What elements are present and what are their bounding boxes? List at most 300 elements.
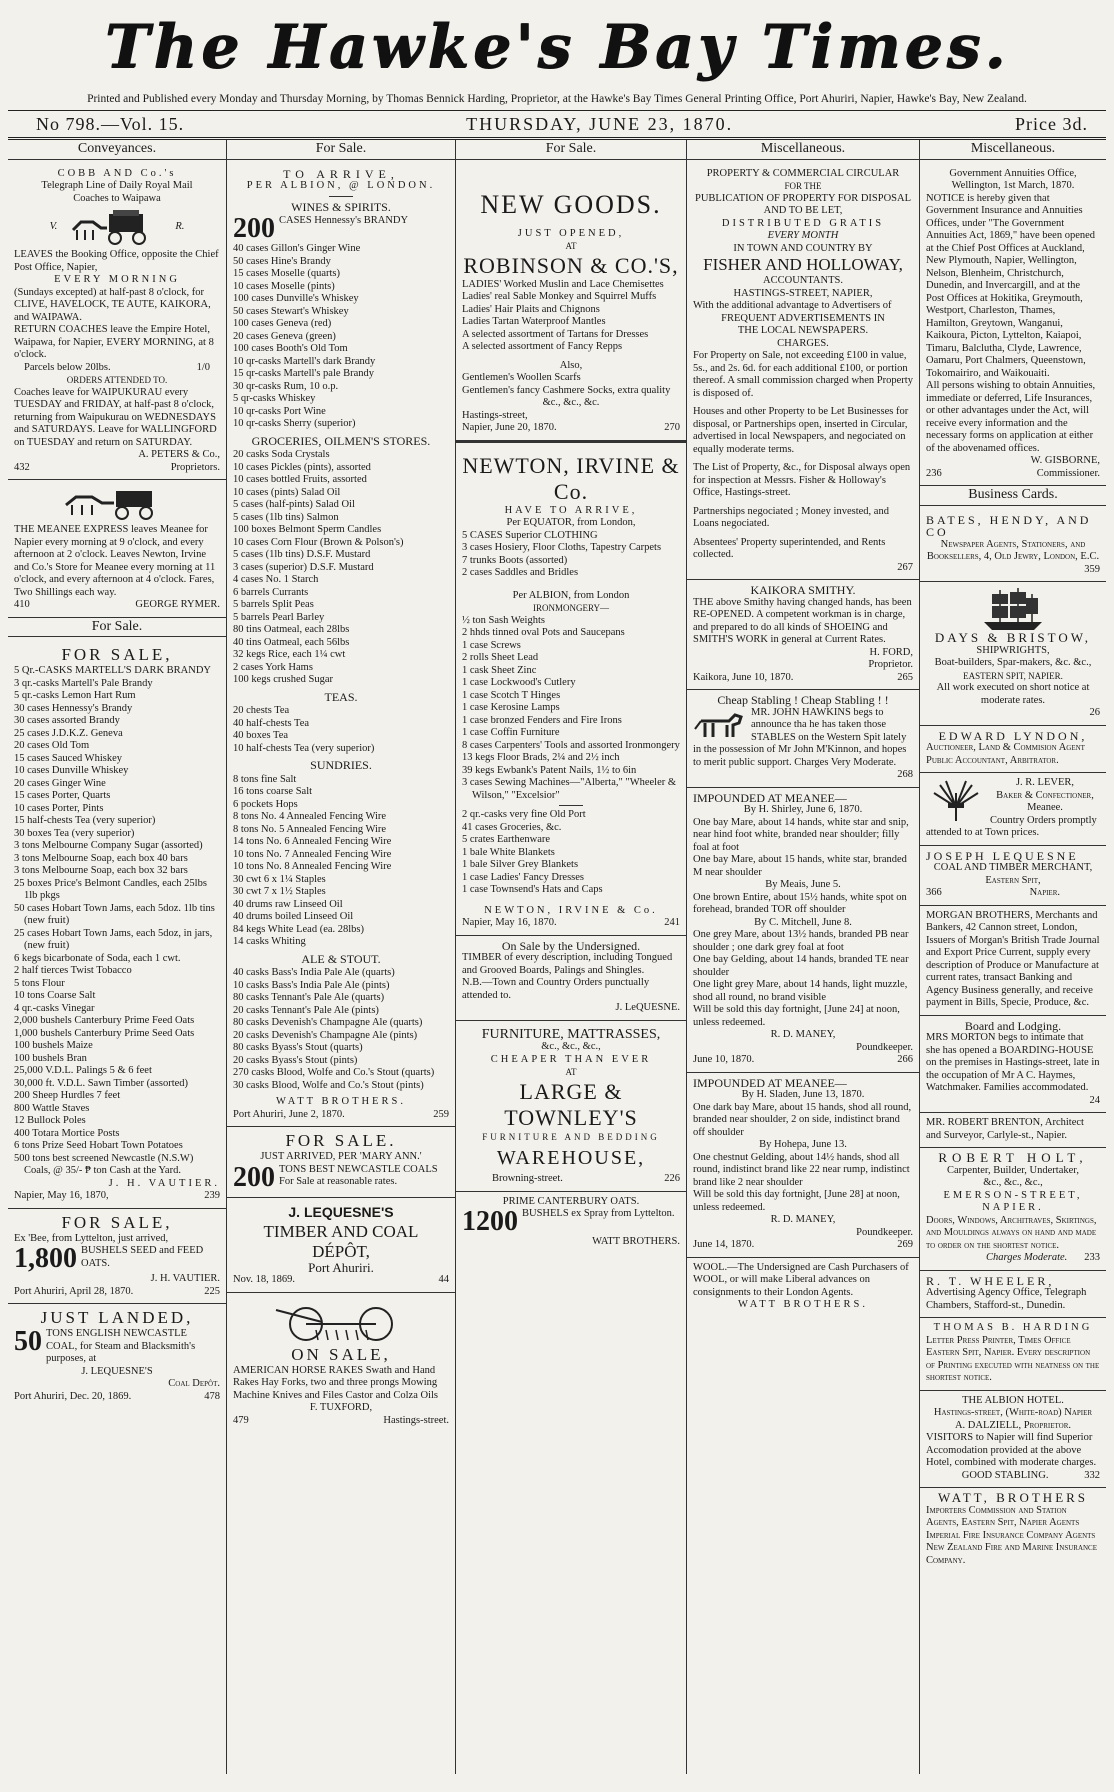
ad-text: Will be sold this day fortnight, [June 24] at noon, unless redeemed. xyxy=(693,1004,900,1028)
column-conveyances xyxy=(8,140,227,1774)
list-item: 100 cases Geneva (red) xyxy=(233,318,332,329)
list-item: ½ ton Sash Weights xyxy=(462,614,545,626)
ad-lequesne-depot xyxy=(227,1198,455,1293)
card-text: Napier. xyxy=(1029,887,1060,898)
ad-footer xyxy=(14,1391,220,1404)
list-item: 10 tons No. 8 Annealed Fencing Wire xyxy=(233,861,392,872)
ad-subtitle: HAVE TO ARRIVE, xyxy=(504,504,638,516)
ad-number: 241 xyxy=(664,917,680,928)
list-item: 1,000 bushels Canterbury Prime Seed Oats xyxy=(14,1027,195,1039)
list-item: 10 half-chests Tea (very superior) xyxy=(233,742,375,754)
card-text: Letter Press Printer, Times Office Eastern Spit, Napier. Every description of Printing executed with neatness on the shortest notice. xyxy=(926,1334,1100,1383)
ad-text: BUSHELS ex Spray from Lyttelton. xyxy=(522,1208,675,1219)
ad-place: June 14, 1870. xyxy=(693,1239,755,1250)
ad-signature: H. FORD, xyxy=(869,646,913,658)
column-miscellaneous-2 xyxy=(920,140,1106,1774)
list-item: 25 boxes Price's Belmont Candles, each 25lbs 1lb pkgs xyxy=(14,877,207,901)
list-item: 1 case Coffin Furniture xyxy=(462,727,560,738)
list-item: 20 casks Byass's Stout (pints) xyxy=(233,1054,358,1066)
column-heading: Miscellaneous. xyxy=(687,140,919,160)
card-text: GOOD STABLING. xyxy=(961,1469,1049,1481)
ad-footer xyxy=(926,1252,1100,1265)
list-item: 15 cases Sauced Whiskey xyxy=(14,752,122,764)
card-text: Auctioneer, Land & Commision Agent Public Accountant, Arbitrator. xyxy=(926,742,1085,766)
ad-footer xyxy=(233,1415,449,1428)
card-text: Eastern Spit, xyxy=(985,874,1041,886)
list-item: 10 qr-casks Port Wine xyxy=(233,405,326,417)
card-bates-hendy xyxy=(920,510,1106,583)
ad-text: 1/0 xyxy=(196,361,210,373)
ad-title: DISTRIBUTED GRATIS xyxy=(721,217,885,229)
subsection-heading: GROCERIES, OILMEN'S STORES. xyxy=(251,433,431,448)
list-item: 84 kegs White Lead (ea. 28lbs) xyxy=(233,923,365,935)
ad-number: 26 xyxy=(1089,707,1100,718)
columns xyxy=(8,140,1106,1774)
ad-title: ON SALE, xyxy=(291,1344,391,1364)
section-heading: For Sale. xyxy=(8,618,226,638)
ad-title: PRIME CANTERBURY OATS. xyxy=(502,1195,640,1207)
coach-illustration xyxy=(14,208,220,246)
ad-lead-row xyxy=(462,1208,680,1236)
ad-seed-oats xyxy=(8,1209,226,1305)
dateline xyxy=(8,111,1106,140)
list-item: 5 cases (1lb tins) D.S.F. Mustard xyxy=(233,549,371,560)
ad-footer xyxy=(462,917,680,930)
list-item: 3 qr.-casks Martell's Pale Brandy xyxy=(14,677,153,689)
card-title: R. T. WHEELER, xyxy=(926,1273,1055,1288)
list-item: Ladies' real Sable Monkey and Squirrel Muffs xyxy=(462,291,657,302)
card-title: THE ALBION HOTEL. xyxy=(962,1394,1064,1406)
list-item: A selected assortment of Fancy Repps xyxy=(462,341,623,352)
ad-signature: Hastings-street. xyxy=(383,1414,449,1426)
card-text: EASTERN SPIT, NAPIER. xyxy=(963,670,1063,681)
ad-signature: Proprietors. xyxy=(170,461,220,473)
masthead xyxy=(8,6,1106,92)
list-item: Ladies Tartan Waterproof Mantles xyxy=(462,316,606,327)
list-item: 30,000 ft. V.D.L. Sawn Timber (assorted) xyxy=(14,1077,189,1089)
ad-text: EVERY MORNING xyxy=(54,274,180,285)
card-text: &c., &c., &c., xyxy=(983,1177,1043,1188)
card-title: WATT, BROTHERS xyxy=(937,1490,1089,1505)
divider xyxy=(329,196,353,197)
card-text: MORGAN BROTHERS, Merchants and Bankers, 42 Cannon street, London, Issuers of Morgan's British Trade Journal and Export Price Current, supply every description of Produce or Manufacture at current rates, transact Banking and Agency Business generally, and receive payment in Bills, Specie, Produce, &c. xyxy=(926,909,1100,1008)
ad-text: Partnerships negociated ; Money invested, and Loans negociated. xyxy=(693,505,889,529)
list-item: 10 cases Pickles (pints), assorted xyxy=(233,461,371,473)
ad-number: 266 xyxy=(897,1054,913,1065)
ad-signature: W. GISBORNE, xyxy=(1030,455,1100,466)
stagecoach-icon xyxy=(71,208,161,246)
ad-title: JUST LANDED, xyxy=(40,1308,194,1327)
card-text: EMERSON-STREET, NAPIER. xyxy=(943,1189,1083,1213)
card-text: MR. ROBERT BRENTON, Architect and Surveyor, Carlyle-st., Napier. xyxy=(926,1117,1084,1141)
ad-title: FURNITURE, MATTRASSES, xyxy=(481,1026,661,1042)
ad-subtitle: Per ALBION, from London xyxy=(512,589,630,601)
column-for-sale-2 xyxy=(227,140,456,1774)
ad-text: One bay Mare, about 15 hands, white star, branded M near shoulder xyxy=(693,854,907,878)
ad-title: LARGE & TOWNLEY'S xyxy=(504,1078,638,1130)
ad-number: 479 xyxy=(233,1414,249,1426)
ad-place: June 10, 1870. xyxy=(693,1054,755,1065)
ad-text: By Hohepa, June 13. xyxy=(759,1139,847,1150)
list-item: 500 tons best screened Newcastle (N.S.W) Coals, @ 35/- ₱ ton Cash at the Yard. xyxy=(14,1152,194,1176)
ad-text: THE above Smithy having changed hands, has been RE-OPENED. A competent workman is in charge, and prepared to do all kinds of SHOEING and SMITH'S WORK in general at Current Rates. xyxy=(693,596,912,645)
ad-signature: Poundkeeper. xyxy=(856,1226,913,1238)
list-item: 6 pockets Hops xyxy=(233,798,298,810)
ad-signature: WATT BROTHERS. xyxy=(592,1236,680,1247)
card-robert-brenton xyxy=(920,1113,1106,1148)
list-item: 14 tons No. 6 Annealed Fencing Wire xyxy=(233,836,392,847)
list-item: 25,000 V.D.L. Palings 5 & 6 feet xyxy=(14,1065,152,1076)
list-item: 100 cases Booth's Old Tom xyxy=(233,343,348,354)
list-item: 6 kegs bicarbonate of Soda, each 1 cwt. xyxy=(14,952,181,964)
coach-letter: R. xyxy=(175,220,185,232)
ad-horse-rakes xyxy=(227,1293,455,1433)
list-item: 100 boxes Belmont Sperm Candles xyxy=(233,524,382,535)
list-item: 30 qr-casks Rum, 10 o.p. xyxy=(233,380,339,392)
list-item: 100 bushels Bran xyxy=(14,1052,87,1064)
card-title: JOSEPH LEQUESNE xyxy=(926,848,1079,863)
ad-signature: Poundkeeper. xyxy=(856,1041,913,1053)
list-item: 30 cases Hennessy's Brandy xyxy=(14,702,133,714)
column-for-sale-3 xyxy=(456,140,687,1774)
ad-signature: F. TUXFORD, xyxy=(309,1402,373,1413)
ad-big-number: 50 xyxy=(14,1328,42,1357)
list-item: 10 tons No. 7 Annealed Fencing Wire xyxy=(233,848,392,860)
list-item: 50 cases Hobart Town Jams, each 5doz. 1lb tins (new fruit) xyxy=(14,902,215,926)
ad-signature: WATT BROTHERS. xyxy=(276,1096,406,1107)
item-list xyxy=(14,678,220,1178)
ad-text: With the additional advantage to Advertisers of xyxy=(693,300,892,311)
ad-text: Government Annuities Office, Wellington, 1st March, 1870. xyxy=(949,167,1077,191)
list-item: 10 cases Porter, Pints xyxy=(14,802,104,814)
list-item: 40 boxes Tea xyxy=(233,730,289,741)
card-title: EDWARD LYNDON, xyxy=(938,728,1088,743)
ad-text: Will be sold this day fortnight, [June 28] at noon, unless redeemed. xyxy=(693,1189,900,1213)
ad-signature: A. PETERS & Co., xyxy=(138,449,220,460)
ad-number: 259 xyxy=(433,1108,449,1120)
ad-canterbury-oats xyxy=(456,1192,686,1254)
issue-date: THURSDAY, JUNE 23, 1870. xyxy=(466,113,734,134)
ad-title: KAIKORA SMITHY. xyxy=(750,583,856,597)
ad-text: AT xyxy=(565,1067,577,1077)
list-item: 2 rolls Sheet Lead xyxy=(462,652,539,663)
item-list xyxy=(233,705,449,755)
card-board-lodging xyxy=(920,1016,1106,1114)
ad-text: N.B.—Town and Country Orders punctually attended to. xyxy=(462,977,650,1001)
ad-title: FOR SALE. xyxy=(285,1131,397,1150)
ad-title: FOR SALE, xyxy=(61,645,173,664)
card-text: Advertising Agency Office, Telegraph Chambers, Stafford-st., Dunedin. xyxy=(926,1287,1087,1311)
item-list xyxy=(462,542,680,580)
ad-title: PUBLICATION OF PROPERTY FOR DISPOSAL AND TO BE LET, xyxy=(694,192,912,216)
ad-subtitle: Per EQUATOR, from London, xyxy=(506,517,636,528)
ad-number: 233 xyxy=(1084,1252,1100,1263)
list-item: 50 cases Hine's Brandy xyxy=(233,255,331,267)
ad-big-number: 200 xyxy=(233,215,275,243)
column-heading: Conveyances. xyxy=(8,140,226,160)
list-item: 5 cases (half-pints) Salad Oil xyxy=(233,499,355,510)
list-item: 20 casks Soda Crystals xyxy=(233,449,330,460)
ad-number: 478 xyxy=(204,1390,220,1402)
ad-robinson-new-goods xyxy=(456,164,686,441)
list-item: LADIES' Worked Muslin and Lace Chemisettes xyxy=(462,278,664,290)
list-item: 80 casks Devenish's Champagne Ale (quarts) xyxy=(233,1017,423,1028)
card-jr-lever xyxy=(920,773,1106,846)
list-item: 4 cases No. 1 Starch xyxy=(233,574,319,585)
ad-text: MR. JOHN HAWKINS begs to announce tha he has taken those STABLES on the Western Spit lately in the possession of Mr John M'Kinnon, and hopes to merit public support. Charges Very Moderate. xyxy=(693,706,907,768)
horse-icon xyxy=(693,707,747,741)
card-text: Boat-builders, Spar-makers, &c. &c., xyxy=(934,657,1092,668)
card-text: All work executed on short notice at moderate rates. xyxy=(936,682,1090,706)
ad-text: WOOL.—The Undersigned are Cash Purchasers of WOOL, or will make Liberal advances on consignments to their London Agents. xyxy=(693,1261,909,1298)
item-list xyxy=(462,279,680,354)
ad-title: FOR SALE, xyxy=(61,1212,173,1232)
card-text: COAL AND TIMBER MERCHANT, xyxy=(933,862,1093,873)
list-item: 1 case Lockwood's Cutlery xyxy=(462,677,576,688)
list-item: 40 drums boiled Linseed Oil xyxy=(233,911,354,922)
ad-place: Port Ahuriri, June 2, 1870. xyxy=(233,1108,345,1120)
list-item: 7 trunks Boots (assorted) xyxy=(462,554,568,566)
card-title: J. R. LEVER, xyxy=(1015,777,1075,788)
ad-title: WAREHOUSE, xyxy=(496,1147,646,1169)
ad-number: 44 xyxy=(438,1274,449,1285)
ad-lead: CASES Hennessy's BRANDY xyxy=(279,215,409,226)
list-item: 100 bushels Maize xyxy=(14,1040,93,1051)
list-item: 30 cwt 7 x 1½ Staples xyxy=(233,886,326,897)
item-list xyxy=(233,243,449,431)
ad-text: (Sundays excepted) at half-past 8 o'clock, for CLIVE, HAVELOCK, TE AUTE, KAIKORA, and WAIPAWA. xyxy=(14,286,211,323)
list-item: 25 cases Hobart Town Jams, each 5doz, in jars, (new fruit) xyxy=(14,927,213,951)
ad-footer xyxy=(233,1274,449,1287)
card-watt-brothers xyxy=(920,1488,1106,1572)
ad-subtitle: HASTINGS-STREET, NAPIER, xyxy=(733,287,873,299)
list-item: 15 cases Moselle (quarts) xyxy=(233,268,341,279)
ad-cobb-and-co xyxy=(8,164,226,481)
divider xyxy=(559,805,583,806)
ad-number: 24 xyxy=(1089,1094,1100,1106)
ad-big-number: 1,800 xyxy=(14,1245,77,1273)
list-item: 3 tons Melbourne Soap, each box 40 bars xyxy=(14,852,188,864)
card-thomas-harding xyxy=(920,1318,1106,1391)
card-robert-holt xyxy=(920,1148,1106,1271)
list-item: 10 cases bottled Fruits, assorted xyxy=(233,474,367,485)
ad-signature: J. LeQUESNE. xyxy=(615,1002,680,1013)
list-item: 3 tons Melbourne Company Sugar (assorted) xyxy=(14,840,203,851)
ad-signature: Proprietor. xyxy=(868,659,913,670)
list-item: 1 case Scotch T Hinges xyxy=(462,689,561,701)
list-item: 20 cases Geneva (green) xyxy=(233,330,336,342)
ad-text: EVERY MONTH xyxy=(767,230,839,241)
list-item: 80 tins Oatmeal, each 28lbs xyxy=(233,624,350,635)
list-item: 1 case bronzed Fenders and Fire Irons xyxy=(462,714,622,726)
item-list xyxy=(233,774,449,949)
ad-signature: Commissioner. xyxy=(1036,467,1100,479)
ad-title: ROBINSON & CO.'S, xyxy=(463,252,679,278)
subsection-heading: IRONMONGERY— xyxy=(532,603,609,613)
card-text: Country Orders promptly attended to at Town prices. xyxy=(926,814,1097,838)
list-item: 13 kegs Floor Brads, 2¼ and 2½ inch xyxy=(462,752,620,763)
list-item: 15 half-chests Tea (very superior) xyxy=(14,815,156,826)
list-item: 8 tons fine Salt xyxy=(233,773,297,785)
ad-large-townley xyxy=(456,1021,686,1192)
list-item: 2 half tierces Twist Tobacco xyxy=(14,965,132,976)
ad-footer xyxy=(233,1109,449,1122)
ad-text: TONS BEST NEWCASTLE COALS For Sale at reasonable rates. xyxy=(279,1163,438,1187)
list-item: 270 casks Blood, Wolfe and Co.'s Stout (quarts) xyxy=(233,1067,435,1078)
list-item: 39 kegs Ewbank's Patent Nails, 1½ to 6in xyxy=(462,764,637,776)
ad-lead: 5 Qr.-CASKS MARTELL'S DARK BRANDY xyxy=(14,665,211,676)
ad-number: 366 xyxy=(926,887,942,898)
ad-text: Absentees' Property superintended, and Rents collected. xyxy=(693,536,886,560)
list-item: 2,000 bushels Canterbury Prime Feed Oats xyxy=(14,1015,195,1026)
card-edward-lyndon xyxy=(920,726,1106,774)
ad-text: Coaches leave for WAIPUKURAU every TUESDAY and FRIDAY, at half-past 8 o'clock, returning from Waipukurau on WEDNESDAYS and SATURDAYS. Leave for WALLINGFORD on TUESDAY and return on SATURDAY. xyxy=(14,386,217,448)
card-text: Meanee. xyxy=(1027,802,1063,813)
masthead-title: The Hawke's Bay Times. xyxy=(104,12,1010,82)
ad-number: 359 xyxy=(1084,563,1100,575)
ad-text: TIMBER of every description, including Tongued and Grooved Boards, Palings and Shingles. xyxy=(462,952,673,976)
ad-footer xyxy=(462,422,680,435)
item-list xyxy=(233,449,449,687)
issue-price: Price 3d. xyxy=(1015,113,1088,134)
list-item: 1 cask Sheet Zinc xyxy=(462,664,537,676)
ad-title: IMPOUNDED AT MEANEE— xyxy=(693,1075,847,1090)
card-title: THOMAS B. HARDING xyxy=(933,1322,1093,1333)
ad-place: Napier, May 16, 1870, xyxy=(14,1190,109,1201)
list-item: 4 qr.-casks Vinegar xyxy=(14,1002,95,1014)
ad-subtitle: Port Ahuriri. xyxy=(308,1259,374,1275)
ad-place: Port Ahuriri, April 28, 1870. xyxy=(14,1285,134,1297)
list-item: 12 Bullock Poles xyxy=(14,1115,86,1126)
ad-number: 226 xyxy=(664,1173,680,1184)
list-item: 3 cases (superior) D.S.F. Mustard xyxy=(233,561,374,573)
card-text: A. DALZIELL, Proprietor. xyxy=(954,1419,1072,1431)
sailing-ship-icon xyxy=(978,586,1048,632)
list-item: 10 qr-casks Martell's dark Brandy xyxy=(233,355,376,367)
column-heading: For Sale. xyxy=(456,140,686,160)
ad-number: 269 xyxy=(897,1239,913,1250)
ad-subtitle: THE LOCAL NEWSPAPERS. xyxy=(737,325,869,336)
list-item: 2 cases Saddles and Bridles xyxy=(462,567,579,578)
ad-title: FISHER AND HOLLOWAY, xyxy=(703,255,903,274)
list-item: 20 cases Ginger Wine xyxy=(14,777,106,789)
card-text: Newspaper Agents, Stationers, and Booksellers, 4, Old Jewry, London, E.C. xyxy=(926,538,1100,562)
card-title: DAYS & BRISTOW, xyxy=(934,630,1092,645)
ad-subtitle: JUST OPENED, xyxy=(517,227,625,239)
ad-lead-row xyxy=(233,215,449,243)
ad-signature: NEWTON, IRVINE & Co. xyxy=(484,904,658,916)
ad-title: COBB AND Co.'s xyxy=(57,167,177,179)
ad-signature: WATT BROTHERS. xyxy=(738,1299,868,1310)
card-text: MRS MORTON begs to intimate that she has opened a BOARDING-HOUSE on the premises in Hastings-street, late in the occupation of Mr A C. Haymes, Watchmaker. Families accommodated. xyxy=(926,1032,1100,1093)
ad-row xyxy=(14,362,220,375)
card-joseph-lequesne xyxy=(920,846,1106,906)
ad-newton-irvine xyxy=(456,441,686,936)
ad-title: PROPERTY & COMMERCIAL CIRCULAR xyxy=(706,167,900,179)
ad-text: NOTICE is hereby given that Government Insurance and Annuities Offices, under "The Government Annuities Act, 1869," have been opened at the Chief Post Offices at Auckland, New Plymouth, Napier, Wellington, Nelson, Blenheim, Christchurch, Dunedin, and Invercargill, and at the Post Offices at Hokitika, Greymouth, Westport, Charleston, Thames, Hamilton, Greytown, Wanganui, Kaikoura, Picton, Lyttelton, Kaiapoi, Timaru, Balclutha, Clyde, Lawrence, Oamaru, Port Chalmers, Queenstown, Tokomairiro, and Waikouaiti. xyxy=(926,192,1096,379)
ad-footer xyxy=(926,1470,1100,1483)
list-item: 15 qr-casks Martell's pale Brandy xyxy=(233,368,375,379)
ad-cheap-stabling xyxy=(687,690,919,788)
ad-lead: 5 CASES Superior CLOTHING xyxy=(462,529,598,541)
ad-number: 267 xyxy=(897,561,913,573)
ad-number: 270 xyxy=(664,422,680,433)
ad-place: Napier, May 16, 1870. xyxy=(462,917,557,928)
ad-title: NEW GOODS. xyxy=(480,189,662,219)
list-item: Gentlemen's fancy Cashmere Socks, extra quality xyxy=(462,384,671,396)
ad-place: Nov. 18, 1869. xyxy=(233,1274,296,1285)
list-item: 5 barrels Pearl Barley xyxy=(233,611,325,623)
ad-signature: J. H. VAUTIER. xyxy=(150,1273,220,1284)
list-item: 1 bale Silver Grey Blankets xyxy=(462,859,579,870)
ad-title: On Sale by the Undersigned. xyxy=(501,938,641,953)
list-item: 200 Sheep Hurdles 7 feet xyxy=(14,1090,121,1101)
ad-text: LEAVES the Booking Office, opposite the Chief Post Office, Napier, xyxy=(14,249,219,273)
ad-text: The List of Property, &c., for Disposal always open for inspection at Messrs. Fisher & Holloway's Office, Hastings-street. xyxy=(693,462,911,498)
card-text: Importers Commission and Station Agents, Eastern Spit, Napier Agents Imperial Fire Insurance Company Agents New Zealand Fire and Marine Insurance Company. xyxy=(926,1504,1098,1566)
list-item: 100 cases Dunville's Whiskey xyxy=(233,293,359,304)
column-miscellaneous-1 xyxy=(687,140,920,1774)
ad-text: One chestnut Gelding, about 14½ hands, shod all round, indistinct brand like 22 near rump, indistinct brand like 2 near shoulder xyxy=(693,1151,910,1188)
list-item: 1 case Kerosine Lamps xyxy=(462,702,560,713)
ad-text: One brown Entire, about 15½ hands, white spot on forehead, branded TOR off shoulder xyxy=(693,891,907,915)
list-item: 20 casks Devenish's Champagne Ale (pints) xyxy=(233,1029,418,1041)
ad-text: &c., &c., &c., xyxy=(541,1041,601,1052)
card-text: Charges Moderate. xyxy=(986,1252,1068,1263)
ad-number: 432 xyxy=(14,461,30,473)
list-item: 5 crates Earthenware xyxy=(462,834,551,845)
ad-number: 268 xyxy=(897,769,913,780)
list-item: 1 case Townsend's Hats and Caps xyxy=(462,884,603,895)
ad-signature: GEORGE RYMER. xyxy=(135,599,220,610)
ad-government-annuities xyxy=(920,164,1106,487)
ad-text: For Property on Sale, not exceeding £100 in value, 5s., and 2s. 6d. for each additional £100, or portion thereof. A small commission charged when Property is disposed of. xyxy=(693,350,913,399)
ad-timber xyxy=(456,936,686,1021)
list-item: 30 cases assorted Brandy xyxy=(14,715,120,726)
ad-number: 236 xyxy=(926,467,942,479)
ad-text: One light grey Mare, about 14 hands, light muzzle, shod all round, no brand visible xyxy=(693,979,908,1003)
ad-albion-to-arrive xyxy=(227,164,455,1128)
list-item: 2 qr.-casks very fine Old Port xyxy=(462,809,586,820)
ad-signature: Coal Depôt. xyxy=(168,1378,220,1389)
list-item: 2 hhds tinned oval Pots and Saucepans xyxy=(462,627,625,638)
list-item: 3 cases Sewing Machines—"Alberta," "Wheeler & Wilson," "Excelsior" xyxy=(462,777,677,801)
list-item: 100 kegs crushed Sugar xyxy=(233,674,334,685)
ad-title: TO ARRIVE, xyxy=(283,166,399,181)
list-item: 41 cases Groceries, &c. xyxy=(462,821,562,833)
ad-footer xyxy=(693,1239,913,1252)
ad-footer xyxy=(693,1054,913,1067)
list-item: 400 Totara Mortice Posts xyxy=(14,1127,120,1139)
list-item: 3 cases Hosiery, Floor Cloths, Tapestry Carpets xyxy=(462,542,662,553)
ad-text: TONS ENGLISH NEWCASTLE COAL, for Steam and Blacksmith's purposes, at xyxy=(46,1328,196,1364)
ad-mary-ann-coals xyxy=(227,1127,455,1198)
list-item: Ladies' Hair Plaits and Chignons xyxy=(462,303,600,315)
list-item: 6 barrels Currants xyxy=(233,586,309,598)
ad-text: Ex 'Bee, from Lyttelton, just arrived, xyxy=(14,1232,169,1244)
list-item: 80 casks Byass's Stout (quarts) xyxy=(233,1042,363,1053)
item-list xyxy=(462,372,680,397)
ad-number: 239 xyxy=(204,1190,220,1201)
list-item: 50 cases Stewart's Whiskey xyxy=(233,305,349,317)
ad-number: 225 xyxy=(204,1285,220,1297)
ad-signature: J. H. VAUTIER. xyxy=(108,1177,220,1189)
ad-subtitle: PER ALBION, @ LONDON. xyxy=(246,180,436,191)
list-item: 30 cwt 6 x 1¼ Staples xyxy=(233,873,326,885)
card-title: ROBERT HOLT, xyxy=(938,1150,1088,1165)
list-item: 10 cases (pints) Salad Oil xyxy=(233,486,341,498)
ad-number: 410 xyxy=(14,599,30,610)
